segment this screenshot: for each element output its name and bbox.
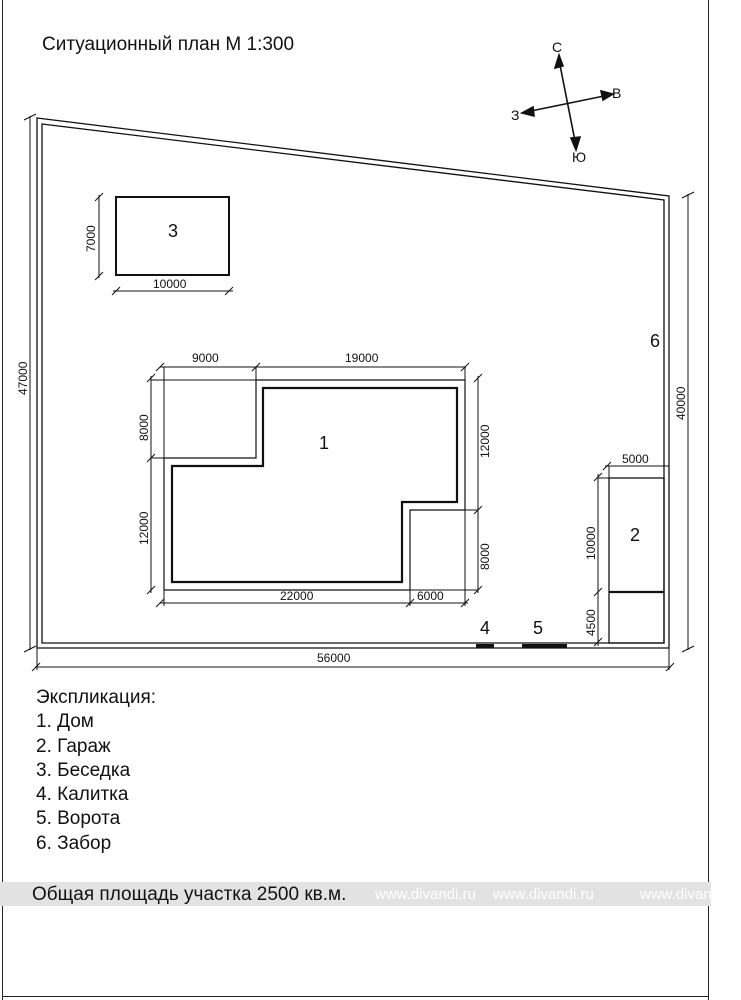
dim-gazebo-depth-label: 7000 — [84, 225, 98, 252]
gazebo-number: 3 — [168, 221, 179, 241]
dim-garage-width-label: 5000 — [622, 452, 649, 466]
gate-marker — [522, 644, 567, 648]
explication-legend — [36, 686, 156, 856]
legend-item: 2. Гараж — [36, 735, 111, 757]
dim-garage-gap-label: 4500 — [584, 609, 598, 636]
dim-house-left-lower-label: 12000 — [137, 511, 151, 545]
plan-title: Ситуационный план М 1:300 — [42, 34, 295, 55]
garage-building — [609, 478, 664, 643]
legend-item: 3. Беседка — [36, 759, 131, 781]
dim-site-right-depth — [682, 192, 694, 652]
compass-east-label: В — [612, 85, 622, 101]
compass-rose — [522, 55, 613, 150]
dim-site-right-depth-label: 40000 — [674, 386, 688, 420]
compass-west-label: З — [511, 107, 520, 123]
dim-house-left — [147, 374, 256, 594]
wicket-number: 4 — [480, 618, 491, 638]
compass-north-label: С — [552, 39, 563, 55]
dim-gazebo-width-label: 10000 — [153, 277, 187, 291]
total-area-text: Общая площадь участка 2500 кв.м. — [32, 884, 347, 905]
watermark-text: www.divandi.ru — [493, 886, 594, 903]
legend-item: 1. Дом — [36, 711, 94, 733]
dim-site-width-label: 56000 — [317, 651, 351, 665]
dim-house-top — [156, 363, 469, 458]
dim-site-left-depth-label: 47000 — [16, 361, 30, 395]
dim-house-right-lower-label: 8000 — [478, 543, 492, 570]
legend-item: 6. Забор — [36, 832, 112, 854]
dim-garage-depth-label: 10000 — [584, 526, 598, 560]
compass-south-label: Ю — [572, 149, 587, 165]
dim-house-top-right-label: 19000 — [345, 351, 379, 365]
dim-house-right — [410, 374, 482, 594]
wicket-marker — [476, 644, 494, 648]
legend-item: 5. Ворота — [36, 808, 121, 830]
dim-site-width — [32, 648, 674, 671]
house-building — [164, 380, 465, 590]
watermark-text: www.divandi.ru — [640, 886, 741, 903]
watermark-text: www.divandi.ru — [375, 886, 476, 903]
dim-house-bottom-main-label: 22000 — [280, 589, 314, 603]
dim-house-left-upper-label: 8000 — [137, 414, 151, 441]
fence-number: 6 — [650, 331, 661, 351]
dim-house-top-left-label: 9000 — [192, 351, 219, 365]
legend-heading: Экспликация: — [36, 687, 157, 708]
gate-number: 5 — [533, 618, 544, 638]
garage-number: 2 — [630, 525, 641, 545]
dim-house-right-upper-label: 12000 — [478, 424, 492, 458]
legend-item: 4. Калитка — [36, 784, 129, 806]
house-number: 1 — [319, 433, 330, 453]
dim-house-bottom-step-label: 6000 — [417, 589, 444, 603]
